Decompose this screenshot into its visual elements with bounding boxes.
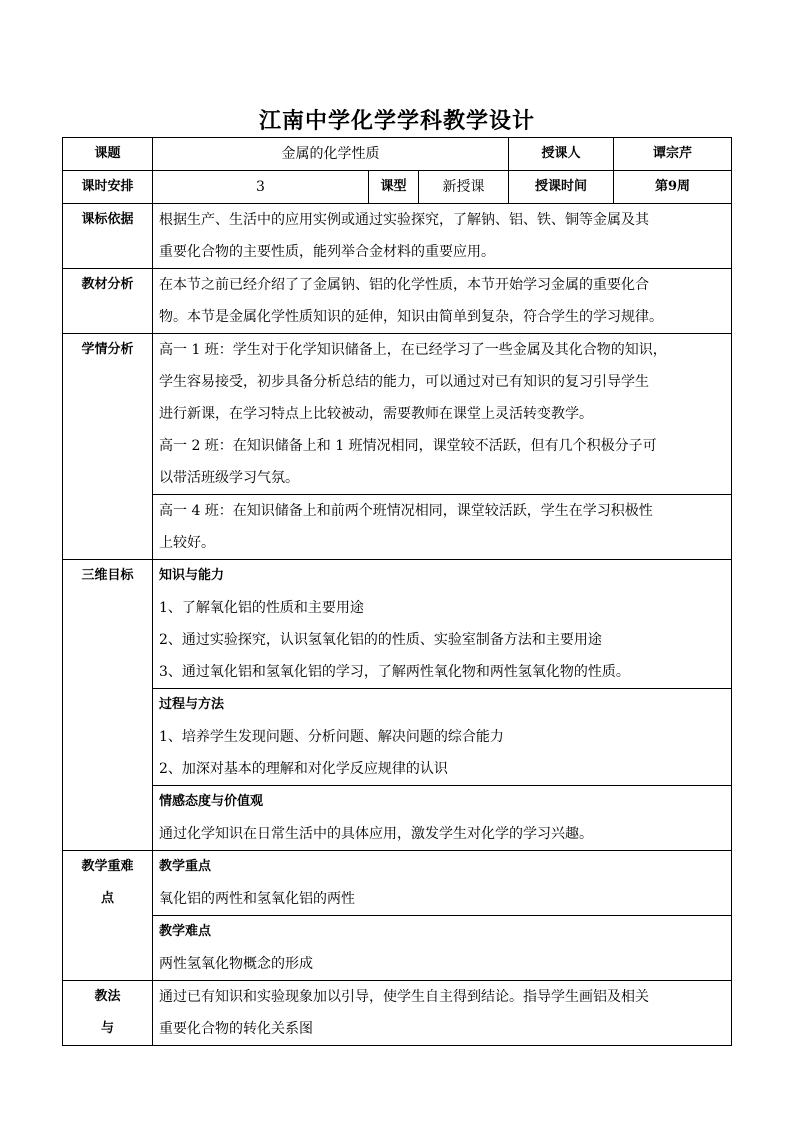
process-heading: 过程与方法 [159, 697, 225, 712]
row-standard [63, 204, 732, 269]
label-hours: 课时安排 [63, 171, 153, 204]
keypoints-label-line: 教学重难 [81, 859, 134, 874]
goals-attitude [153, 786, 732, 851]
row-goals-knowledge [63, 560, 732, 689]
row-goals-attitude [63, 786, 732, 851]
process-item: 1、培养学生发现问题、分析问题、解决问题的综合能力 [159, 729, 504, 745]
row-difficult [63, 916, 732, 981]
label-standard: 课标依据 [63, 204, 153, 269]
label-keypoints [63, 851, 153, 981]
standard-text [153, 204, 732, 269]
students-line: 高一 2 班：在知识储备上和 1 班情况相同，课堂较不活跃，但有几个积极分子可 [159, 438, 657, 454]
label-methods [63, 981, 153, 1046]
label-topic: 课题 [63, 138, 153, 171]
row-goals-process [63, 689, 732, 786]
label-teacher: 授课人 [509, 138, 614, 171]
knowledge-heading: 知识与能力 [159, 568, 225, 583]
label-type: 课型 [369, 171, 419, 204]
methods-line: 通过已有知识和实验现象加以引导，使学生自主得到结论。指导学生画铝及相关 [159, 989, 649, 1005]
students-line: 高一 4 班：在知识储备上和前两个班情况相同，课堂较活跃，学生在学习积极性 [159, 503, 653, 519]
key-text: 氧化铝的两性和氢氧化铝的两性 [159, 891, 355, 907]
knowledge-item: 1、了解氧化铝的性质和主要用途 [159, 600, 364, 616]
difficult-point [153, 916, 732, 981]
label-time: 授课时间 [509, 171, 614, 204]
goals-process [153, 689, 732, 786]
row-students-2 [63, 495, 732, 560]
textbook-line: 物。本节是金属化学性质知识的延伸，知识由简单到复杂，符合学生的学习规律。 [159, 309, 663, 325]
row-topic [63, 138, 732, 171]
textbook-text [153, 269, 732, 334]
teacher-value: 谭宗芹 [614, 138, 732, 171]
hours-value: 3 [153, 171, 369, 204]
students-line: 上较好。 [159, 535, 215, 551]
page-title: 江南中学化学学科教学设计 [258, 108, 535, 134]
standard-line: 重要化合物的主要性质，能列举合金材料的重要应用。 [159, 244, 495, 260]
students-block-1 [153, 334, 732, 495]
knowledge-item: 3、通过氧化铝和氢氧化铝的学习，了解两性氧化物和两性氢氧化物的性质。 [159, 664, 630, 680]
label-goals: 三维目标 [63, 560, 153, 851]
row-keypoint [63, 851, 732, 916]
row-textbook [63, 269, 732, 334]
process-item: 2、加深对基本的理解和对化学反应规律的认识 [159, 761, 448, 777]
attitude-heading: 情感态度与价值观 [159, 794, 264, 809]
lesson-plan-table [62, 137, 732, 1046]
row-students-1 [63, 334, 732, 495]
label-textbook: 教材分析 [63, 269, 153, 334]
time-value: 第9周 [614, 171, 732, 204]
students-line: 高一 1 班：学生对于化学知识储备上，在已经学习了一些金属及其化合物的知识， [159, 342, 667, 358]
row-methods [63, 981, 732, 1046]
row-schedule [63, 171, 732, 204]
label-students: 学情分析 [63, 334, 153, 560]
keypoints-label-line: 点 [100, 891, 114, 906]
students-line: 学生容易接受，初步具备分析总结的能力，可以通过对已有知识的复习引导学生 [159, 374, 649, 390]
methods-line: 重要化合物的转化关系图 [159, 1021, 313, 1037]
students-line: 进行新课，在学习特点上比较被动，需要教师在课堂上灵活转变教学。 [159, 406, 593, 422]
methods-text [153, 981, 732, 1046]
key-point [153, 851, 732, 916]
knowledge-item: 2、通过实验探究，认识氢氧化铝的的性质、实验室制备方法和主要用途 [159, 632, 602, 648]
difficult-heading: 教学难点 [159, 924, 212, 939]
difficult-text: 两性氢氧化物概念的形成 [159, 956, 313, 972]
topic-value: 金属的化学性质 [153, 138, 509, 171]
type-value: 新授课 [419, 171, 509, 204]
key-heading: 教学重点 [159, 859, 212, 874]
attitude-item: 通过化学知识在日常生活中的具体应用，激发学生对化学的学习兴趣。 [159, 826, 593, 842]
students-line: 以带活班级学习气氛。 [159, 470, 299, 486]
methods-label-line: 与 [100, 1021, 114, 1036]
methods-label-line: 教法 [94, 989, 121, 1004]
goals-knowledge [153, 560, 732, 689]
standard-line: 根据生产、生活中的应用实例或通过实验探究，了解钠、铝、铁、铜等金属及其 [159, 212, 649, 228]
textbook-line: 在本节之前已经介绍了了金属钠、铝的化学性质，本节开始学习金属的重要化合 [159, 277, 649, 293]
students-block-2 [153, 495, 732, 560]
